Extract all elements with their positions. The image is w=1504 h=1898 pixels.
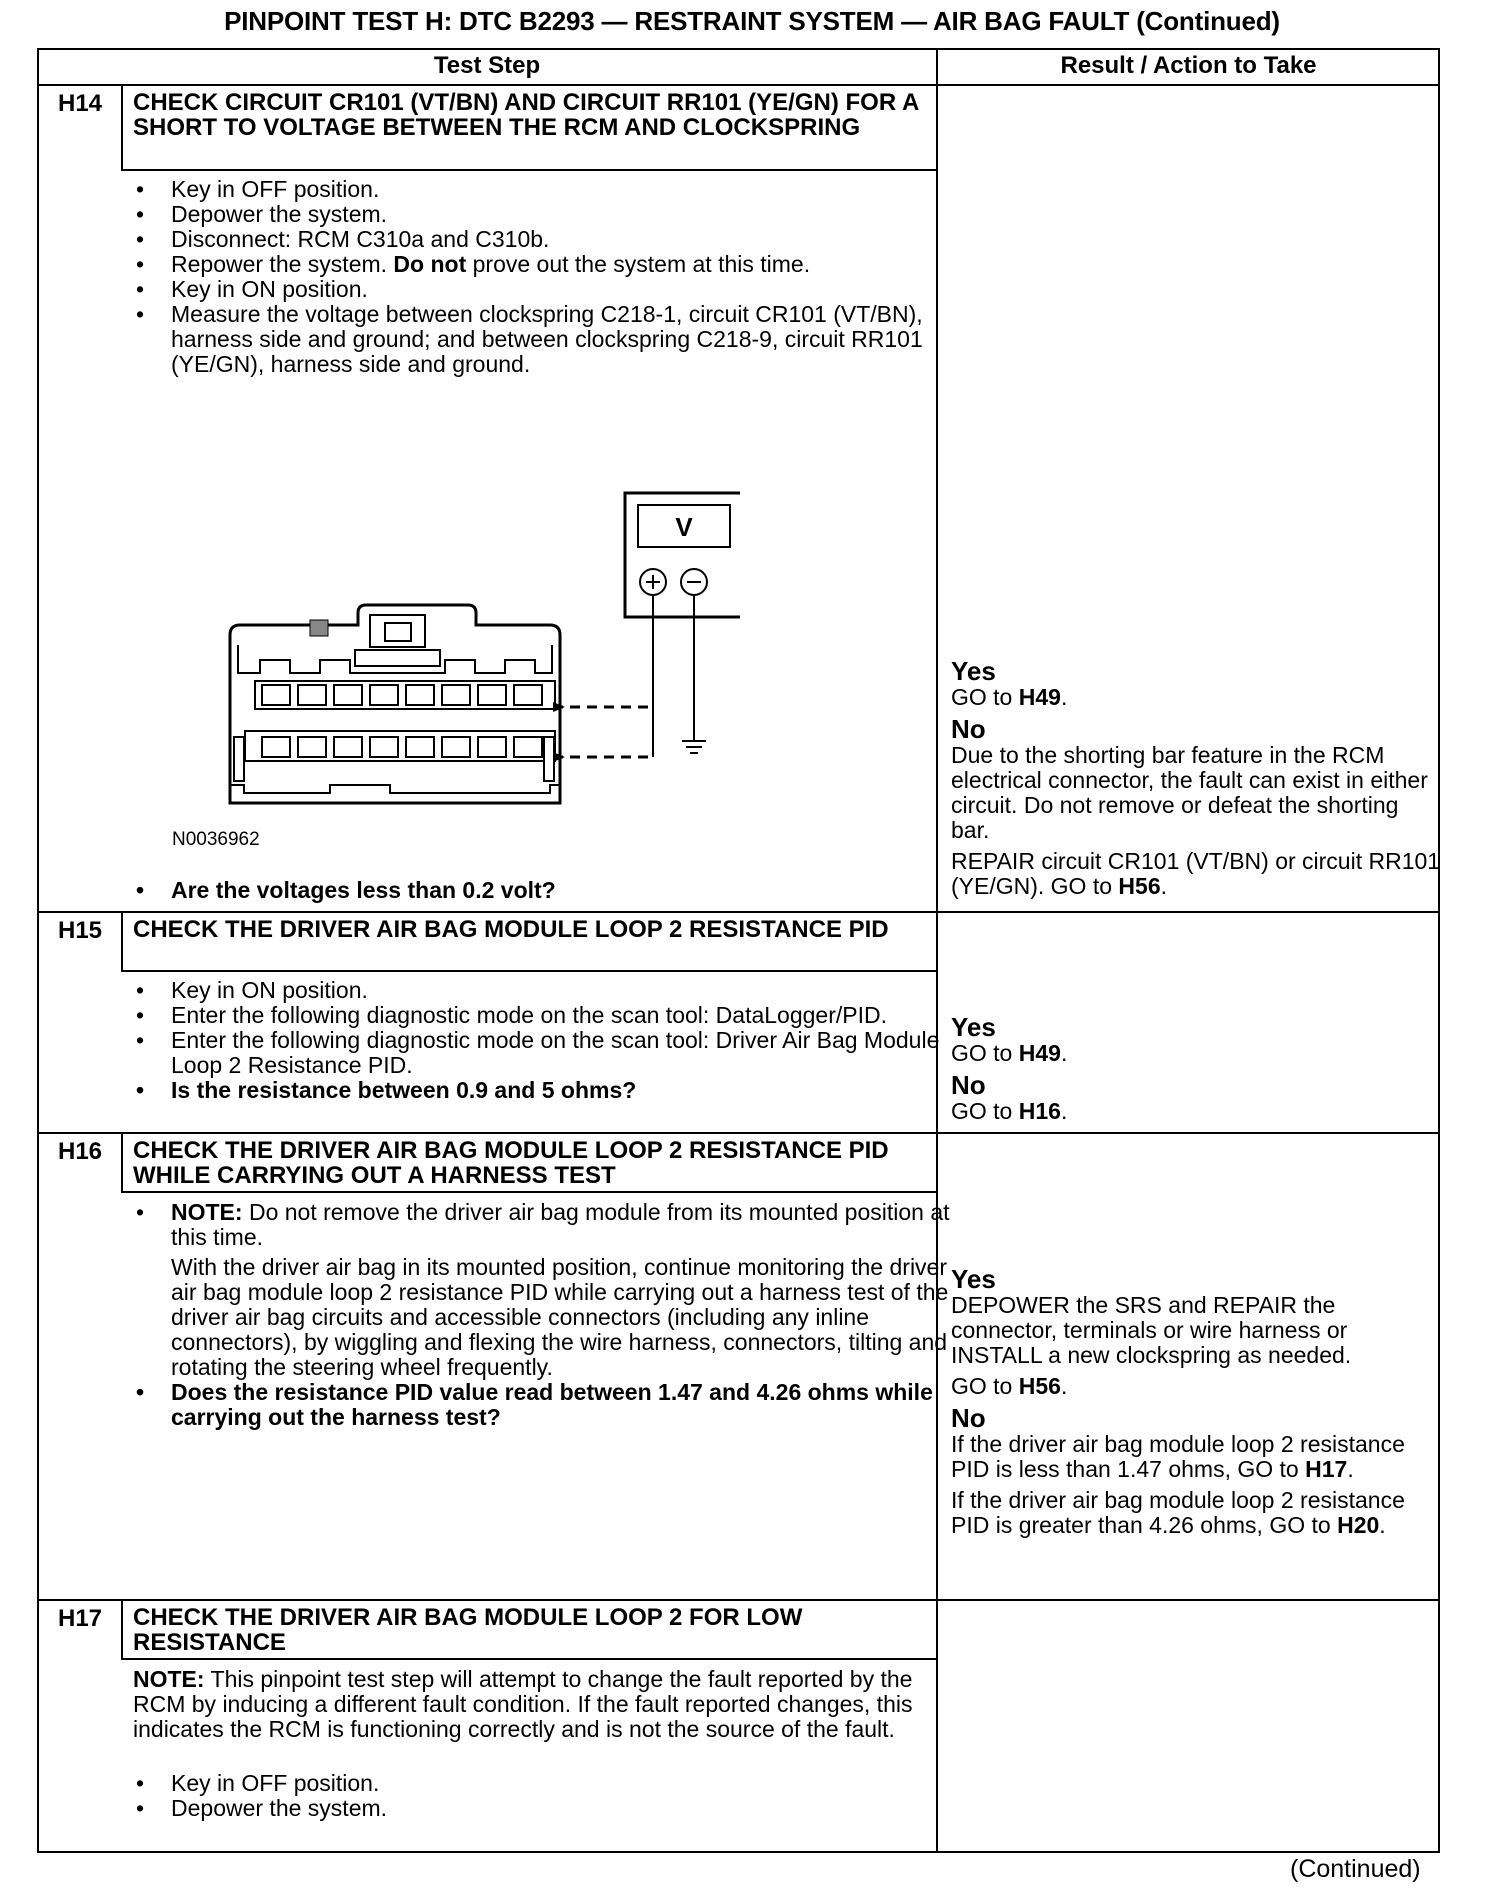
step-result — [951, 1266, 1441, 1544]
step-id: H17 — [57, 1605, 103, 1632]
row-rule — [37, 911, 1440, 913]
ground-icon — [682, 741, 706, 753]
list-item-text: prove out the system at this time. — [466, 251, 811, 277]
header-result: Result / Action to Take — [1060, 52, 1317, 79]
list-item: • Are the voltages less than 0.2 volt? — [171, 878, 961, 903]
result-yes-text: GO to H49. — [951, 1040, 1068, 1066]
step-link[interactable]: H56 — [1018, 1373, 1061, 1399]
result-no-text: If the driver air bag module loop 2 resistance PID is greater than 4.26 ohms, GO to H20. — [951, 1487, 1405, 1538]
step-id-divider — [121, 912, 123, 972]
header-rule — [37, 84, 1440, 86]
result-no-text: GO to H16. — [951, 1098, 1068, 1124]
step-result — [951, 1014, 1441, 1130]
step-title: CHECK THE DRIVER AIR BAG MODULE LOOP 2 RESISTANCE PID — [133, 916, 889, 943]
result-yes-label: Yes — [951, 1012, 996, 1042]
step-id-divider — [121, 85, 123, 170]
emphasis: Do not — [393, 251, 467, 277]
step-id-divider — [121, 1133, 123, 1193]
figure-id: N0036962 — [172, 829, 260, 850]
step-link[interactable]: H49 — [1018, 684, 1061, 710]
list-item — [171, 252, 961, 277]
result-text: REPAIR circuit CR101 (VT/BN) or circuit RR101 (YE/GN). GO to — [951, 848, 1441, 899]
result-text: GO to — [951, 1040, 1019, 1066]
row-rule — [37, 1132, 1440, 1134]
result-text: GO to — [951, 1373, 1019, 1399]
list-item: • Enter the following diagnostic mode on the scan tool: Driver Air Bag Module Loop 2 Resistance PID. — [171, 1028, 961, 1078]
result-yes-label: Yes — [951, 656, 996, 686]
list-item — [171, 1200, 961, 1250]
step-bullets — [133, 177, 961, 377]
title-rule — [121, 169, 937, 171]
step-note — [133, 1667, 923, 1742]
step-link[interactable]: H16 — [1018, 1098, 1061, 1124]
list-item: • Key in OFF position. — [171, 1771, 961, 1796]
list-item: • Disconnect: RCM C310a and C310b. — [171, 227, 961, 252]
clockspring-connector — [230, 605, 565, 803]
step-id: H16 — [57, 1138, 103, 1165]
list-item: • Key in ON position. — [171, 978, 961, 1003]
list-item: • Key in ON position. — [171, 277, 961, 302]
step-title: CHECK THE DRIVER AIR BAG MODULE LOOP 2 RESISTANCE PID WHILE CARRYING OUT A HARNESS TEST — [133, 1137, 889, 1189]
list-item: • Is the resistance between 0.9 and 5 ohms? — [171, 1078, 961, 1103]
step-bullets — [133, 1200, 961, 1430]
title-rule — [121, 970, 937, 972]
row-rule — [37, 1599, 1440, 1601]
list-item: • Measure the voltage between clockspring C218-1, circuit CR101 (VT/BN), harness side and ground; and between clockspring C218-9, circuit RR101 (YE/GN), harness side and ground. — [171, 302, 961, 377]
result-no-text: REPAIR circuit CR101 (VT/BN) or circuit RR101 (YE/GN). GO to H56. — [951, 848, 1441, 899]
list-item: • Depower the system. — [171, 1796, 961, 1821]
voltmeter-label: V — [675, 512, 693, 542]
result-no-text: Due to the shorting bar feature in the RCM electrical connector, the fault can exist in either circuit. Do not remove or defeat the shorting bar. — [951, 742, 1428, 843]
voltmeter-connector-diagram — [220, 485, 740, 815]
step-link[interactable]: H49 — [1018, 1040, 1061, 1066]
step-id: H15 — [57, 917, 103, 944]
list-item-text: Repower the system. — [171, 251, 394, 277]
result-yes-label: Yes — [951, 1264, 996, 1294]
result-no-text: If the driver air bag module loop 2 resistance PID is less than 1.47 ohms, GO to H17. — [951, 1431, 1405, 1482]
note-text: This pinpoint test step will attempt to change the fault reported by the RCM by inducing a different fault condition. If the fault reported changes, this indicates the RCM is functioning correctly and is not the source of the fault. — [133, 1666, 913, 1742]
note-label: NOTE: — [171, 1199, 243, 1225]
result-yes-text: DEPOWER the SRS and REPAIR the connector, terminals or wire harness or INSTALL a new clockspring as needed. — [951, 1292, 1352, 1368]
result-no-label: No — [951, 714, 986, 744]
continued-label: (Continued) — [1290, 1855, 1421, 1883]
step-link[interactable]: H20 — [1337, 1512, 1380, 1538]
list-item: • Does the resistance PID value read between 1.47 and 4.26 ohms while carrying out the harness test? — [171, 1380, 961, 1430]
step-id: H14 — [57, 90, 103, 117]
note-text: Do not remove the driver air bag module from its mounted position at this time. — [171, 1199, 950, 1250]
step-question — [133, 878, 961, 903]
result-no-label: No — [951, 1403, 986, 1433]
note-label: NOTE: — [133, 1666, 205, 1692]
step-bullets — [133, 978, 961, 1103]
step-bullets — [133, 1771, 961, 1821]
result-text: GO to — [951, 1098, 1019, 1124]
list-item: • Key in OFF position. — [171, 177, 961, 202]
step-title: CHECK THE DRIVER AIR BAG MODULE LOOP 2 FOR LOW RESISTANCE — [133, 1604, 803, 1656]
step-link[interactable]: H17 — [1305, 1456, 1348, 1482]
title-rule — [121, 1658, 937, 1660]
page-title: PINPOINT TEST H: DTC B2293 — RESTRAINT SYSTEM — AIR BAG FAULT (Continued) — [224, 6, 1280, 36]
result-yes-text: GO to H49. — [951, 684, 1068, 710]
result-text: GO to — [951, 684, 1019, 710]
list-item: • Enter the following diagnostic mode on the scan tool: DataLogger/PID. — [171, 1003, 961, 1028]
result-no-label: No — [951, 1070, 986, 1100]
step-result — [951, 658, 1441, 905]
list-item: With the driver air bag in its mounted position, continue monitoring the driver air bag module loop 2 resistance PID while carrying out a harness test of the driver air bag circuits and accessible connectors (including any inline connectors), by wiggling and flexing the wire harness, connectors, tilting and rotating the steering wheel frequently. — [171, 1254, 949, 1380]
step-id-divider — [121, 1600, 123, 1660]
step-link[interactable]: H56 — [1118, 873, 1161, 899]
title-rule — [121, 1191, 937, 1193]
step-title: CHECK CIRCUIT CR101 (VT/BN) AND CIRCUIT RR101 (YE/GN) FOR A SHORT TO VOLTAGE BETWEEN THE RCM AND CLOCKSPRING — [133, 89, 919, 141]
list-item: • Depower the system. — [171, 202, 961, 227]
header-test-step: Test Step — [433, 52, 541, 79]
result-yes-goto: GO to H56. — [951, 1373, 1068, 1399]
result-text: If the driver air bag module loop 2 resistance PID is greater than 4.26 ohms, GO to — [951, 1487, 1405, 1538]
result-text: If the driver air bag module loop 2 resistance PID is less than 1.47 ohms, GO to — [951, 1431, 1405, 1482]
